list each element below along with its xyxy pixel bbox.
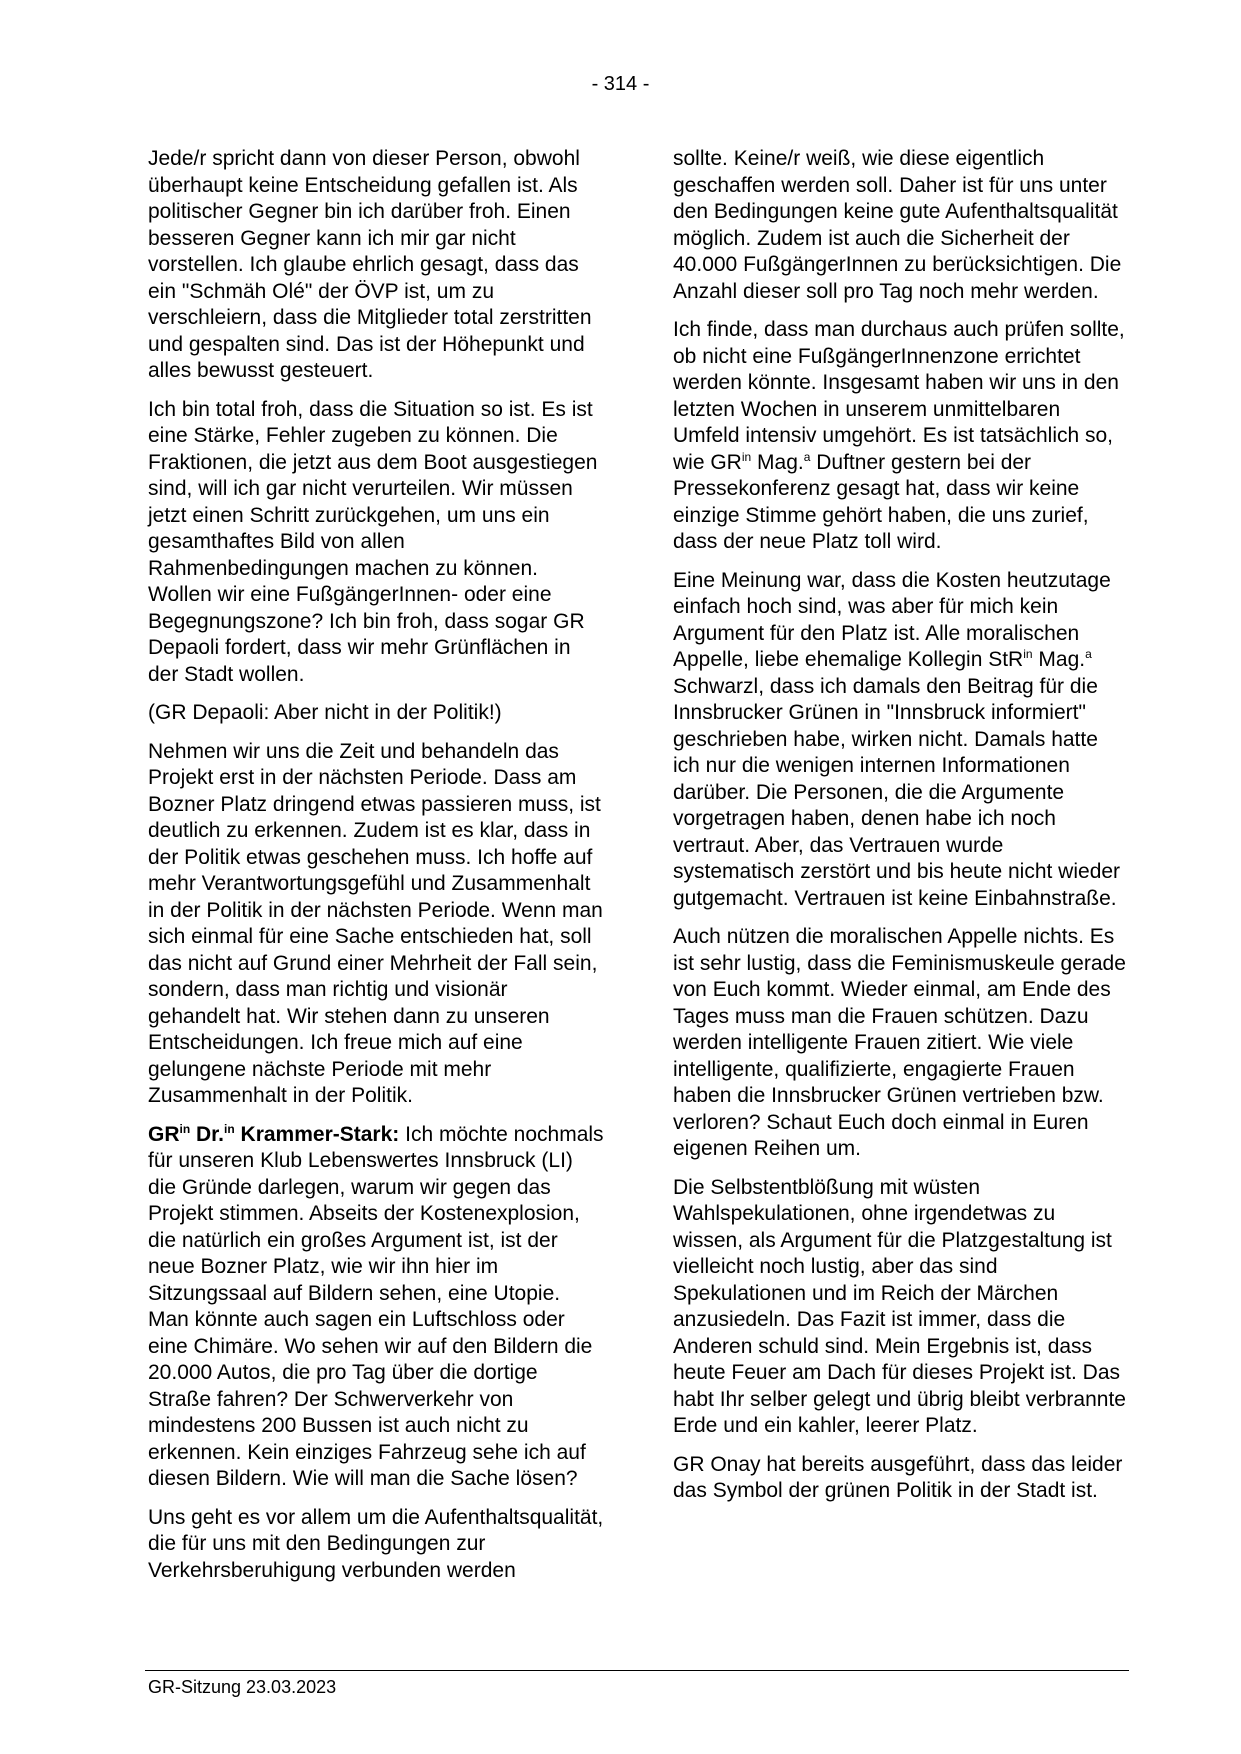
paragraph: Eine Meinung war, dass die Kosten heutzutage einfach hoch sind, was aber für mich kein Argument für den Platz ist. Alle moralischen Appelle, liebe ehemalige Kollegin StR$^{in}$ Mag.$^a$ Schwarzl, dass ich damals den Beitrag für die Innsbrucker Grünen in "Innsbruck informiert" geschrieben habe, wirken nicht. Damals hatte ich nur die wenigen internen Informationen darüber. Die Personen, die die Argumente vorgetragen haben, denen habe ich noch vertraut. Aber, das Vertrauen wurde systematisch zerstört und bis heute nicht wieder gutgemacht. Vertrauen ist keine Einbahnstraße.	[673, 568, 1121, 910]
right-column	[673, 146, 1129, 1517]
speaker-paragraph	[148, 1122, 604, 1493]
paragraph: Uns geht es vor allem um die Aufenthaltsqualität, die für uns mit den Bedingungen zur Verkehrsberuhigung verbunden werden	[148, 1505, 604, 1582]
paragraph: Ich bin total froh, dass die Situation so ist. Es ist eine Stärke, Fehler zugeben zu können. Die Fraktionen, die jetzt aus dem Boot ausgestiegen sind, will ich gar nicht verurteilen. Wir müssen jetzt einen Schritt zurückgehen, um uns ein gesamthaftes Bild von allen Rahmenbedingungen machen zu können. Wollen wir eine FußgängerInnen- oder eine Begegnungszone? Ich bin froh, dass sogar GR Depaoli fordert, dass wir mehr Grünflächen in der Stadt wollen.	[148, 397, 598, 686]
paragraph: Jede/r spricht dann von dieser Person, obwohl überhaupt keine Entscheidung gefallen ist. Als politischer Gegner bin ich darüber froh. Einen besseren Gegner kann ich mir gar nicht vorstellen. Ich glaube ehrlich gesagt, dass das ein "Schmäh Olé" der ÖVP ist, um zu verschleiern, dass die Mitglieder total zerstritten und gespalten sind. Das ist der Höhepunkt und alles bewusst gesteuert.	[148, 147, 592, 382]
page-number: - 314 -	[591, 73, 650, 95]
speaker-name: $GR^{in}$ Dr.$^{in}$ Krammer-Stark:	[148, 1121, 400, 1146]
speech-text: Ich möchte nochmals für unseren Klub Lebenswertes Innsbruck (LI) die Gründe darlegen, warum wir gegen das Projekt stimmen. Abseits der Kostenexplosion, die natürlich ein großes Argument ist, ist der neue Bozner Platz, wie wir ihn hier im Sitzungssaal auf Bildern sehen, eine Utopie. Man könnte auch sagen ein Luftschloss oder eine Chimäre. Wo sehen wir auf den Bildern die 20.000 Autos, die pro Tag über die dortige Straße fahren? Der Schwerverkehr von mindestens 200 Bussen ist auch nicht zu erkennen. Kein einziges Fahrzeug sehe ich auf diesen Bildern. Wie will man die Sache lösen?	[148, 1122, 604, 1490]
left-column	[148, 146, 604, 1596]
footer-text: GR-Sitzung 23.03.2023	[148, 1677, 337, 1697]
footer-divider	[145, 1670, 1129, 1671]
paragraph: sollte. Keine/r weiß, wie diese eigentlich geschaffen werden soll. Daher ist für uns unter den Bedingungen keine gute Aufenthaltsqualität möglich. Zudem ist auch die Sicherheit der 40.000 FußgängerInnen zu berücksichtigen. Die Anzahl dieser soll pro Tag noch mehr werden.	[673, 147, 1122, 303]
paragraph: Nehmen wir uns die Zeit und behandeln das Projekt erst in der nächsten Periode. Dass am Bozner Platz dringend etwas passieren muss, ist deutlich zu erkennen. Zudem ist es klar, dass in der Politik etwas geschehen muss. Ich hoffe auf mehr Verantwortungsgefühl und Zusammenhalt in der Politik in der nächsten Periode. Wenn man sich einmal für eine Sache entschieden hat, soll das nicht auf Grund einer Mehrheit der Fall sein, sondern, dass man richtig und visionär gehandelt hat. Wir stehen dann zu unseren Entscheidungen. Ich freue mich auf eine gelungene nächste Periode mit mehr Zusammenhalt in der Politik.	[148, 739, 603, 1107]
paragraph: GR Onay hat bereits ausgeführt, dass das leider das Symbol der grünen Politik in der Stadt ist.	[673, 1452, 1123, 1502]
paragraph: Ich finde, dass man durchaus auch prüfen sollte, ob nicht eine FußgängerInnenzone errichtet werden könnte. Insgesamt haben wir uns in den letzten Wochen in unserem unmittelbaren Umfeld intensiv umgehört. Es ist tatsächlich so, wie $GR^{in}$ Mag.$^a$ Duftner gestern bei der Pressekonferenz gesagt hat, dass wir keine einzige Stimme gehört haben, die uns zurief, dass der neue Platz toll wird.	[673, 318, 1125, 553]
interjection: (GR Depaoli: Aber nicht in der Politik!)	[148, 701, 502, 724]
paragraph: Auch nützen die moralischen Appelle nichts. Es ist sehr lustig, dass die Feminismuskeule gerade von Euch kommt. Wieder einmal, am Ende des Tages muss man die Frauen schützen. Dazu werden intelligente Frauen zitiert. Wie viele intelligente, qualifizierte, engagierte Frauen haben die Innsbrucker Grünen vertrieben bzw. verloren? Schaut Euch doch einmal in Euren eigenen Reihen um.	[673, 925, 1126, 1160]
paragraph: Die Selbstentblößung mit wüsten Wahlspekulationen, ohne irgendetwas zu wissen, als Argument für die Platzgestaltung ist vielleicht noch lustig, aber das sind Spekulationen und im Reich der Märchen anzusiedeln. Das Fazit ist immer, dass die Anderen schuld sind. Mein Ergebnis ist, dass heute Feuer am Dach für dieses Projekt ist. Das habt Ihr selber gelegt und übrig bleibt verbrannte Erde und ein kahler, leerer Platz.	[673, 1175, 1126, 1437]
